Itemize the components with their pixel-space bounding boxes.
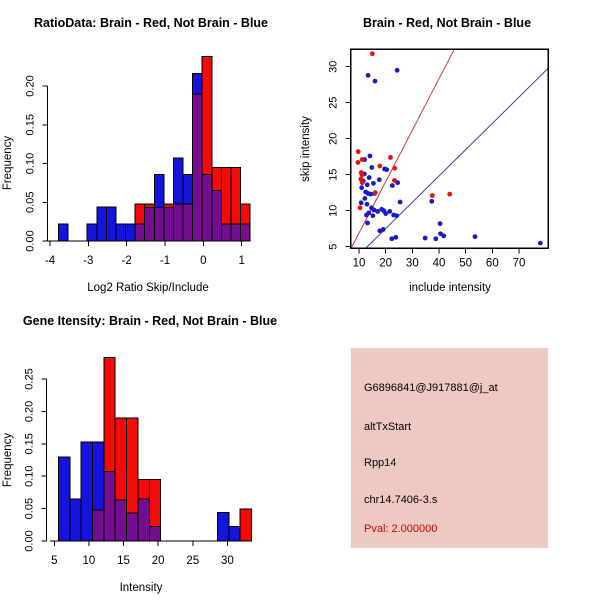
svg-text:20: 20 — [327, 132, 340, 145]
svg-text:30: 30 — [405, 257, 419, 270]
svg-text:30: 30 — [327, 60, 340, 73]
gene-intensity-histogram-panel — [0, 300, 300, 600]
svg-text:Gene Itensity: Brain - Red, No: Gene Itensity: Brain - Red, Not Brain - Blue — [22, 314, 278, 328]
svg-text:25: 25 — [186, 555, 200, 567]
svg-text:0.10: 0.10 — [23, 465, 36, 487]
chromosome-text: chr14.7406-3.s — [364, 494, 438, 506]
svg-text:5: 5 — [327, 243, 340, 250]
svg-text:15: 15 — [327, 168, 340, 181]
svg-text:RatioData: Brain - Red, Not Br: RatioData: Brain - Red, Not Brain - Blue — [33, 16, 269, 30]
svg-text:1: 1 — [238, 255, 245, 267]
svg-text:0.15: 0.15 — [23, 433, 36, 455]
intensity-scatter-chart — [300, 0, 600, 300]
svg-text:15: 15 — [117, 555, 130, 567]
svg-text:20: 20 — [151, 555, 165, 567]
svg-text:Log2 Ratio Skip/Include: Log2 Ratio Skip/Include — [87, 282, 209, 294]
svg-text:70: 70 — [512, 257, 526, 270]
event-type-text: altTxStart — [364, 421, 412, 433]
svg-text:include intensity: include intensity — [409, 282, 491, 294]
svg-text:Intensity: Intensity — [119, 582, 163, 594]
svg-text:40: 40 — [432, 257, 446, 270]
svg-text:-2: -2 — [121, 255, 132, 267]
probeset-id-text: G6896841@J917881@j_at — [364, 382, 498, 394]
svg-text:0.10: 0.10 — [24, 152, 37, 175]
svg-text:-3: -3 — [83, 255, 94, 267]
svg-text:5: 5 — [51, 555, 58, 567]
pval-text: Pval: 2.000000 — [364, 523, 438, 535]
ratio-histogram-chart — [0, 0, 300, 300]
svg-text:0.05: 0.05 — [24, 191, 37, 213]
svg-text:0.15: 0.15 — [24, 114, 37, 136]
gene-info-panel — [300, 300, 600, 600]
svg-text:0: 0 — [200, 255, 207, 267]
svg-text:0.20: 0.20 — [24, 75, 37, 97]
svg-text:0.05: 0.05 — [23, 497, 36, 520]
svg-text:0.00: 0.00 — [23, 530, 36, 552]
gene-intensity-histogram-chart — [0, 300, 300, 600]
svg-text:-1: -1 — [159, 255, 171, 267]
svg-text:0.25: 0.25 — [23, 368, 36, 390]
svg-text:Brain - Red, Not Brain - Blue: Brain - Red, Not Brain - Blue — [362, 16, 532, 30]
svg-text:50: 50 — [459, 257, 473, 270]
svg-text:-4: -4 — [44, 255, 56, 267]
svg-text:20: 20 — [379, 257, 393, 270]
gene-symbol-text: Rpp14 — [364, 457, 397, 469]
svg-text:0.00: 0.00 — [24, 230, 37, 252]
svg-text:10: 10 — [352, 257, 366, 270]
intensity-scatter-panel — [300, 0, 600, 300]
ratio-histogram-panel — [0, 0, 300, 300]
svg-text:25: 25 — [327, 96, 340, 109]
svg-text:0.20: 0.20 — [23, 400, 36, 423]
svg-text:10: 10 — [82, 555, 96, 567]
svg-text:60: 60 — [485, 257, 499, 270]
svg-text:skip intensity: skip intensity — [300, 116, 312, 182]
svg-text:Frequency: Frequency — [2, 135, 14, 191]
svg-text:30: 30 — [220, 555, 234, 567]
svg-text:Frequency: Frequency — [2, 432, 14, 488]
gene-info-box — [351, 348, 548, 548]
svg-text:10: 10 — [327, 204, 340, 217]
